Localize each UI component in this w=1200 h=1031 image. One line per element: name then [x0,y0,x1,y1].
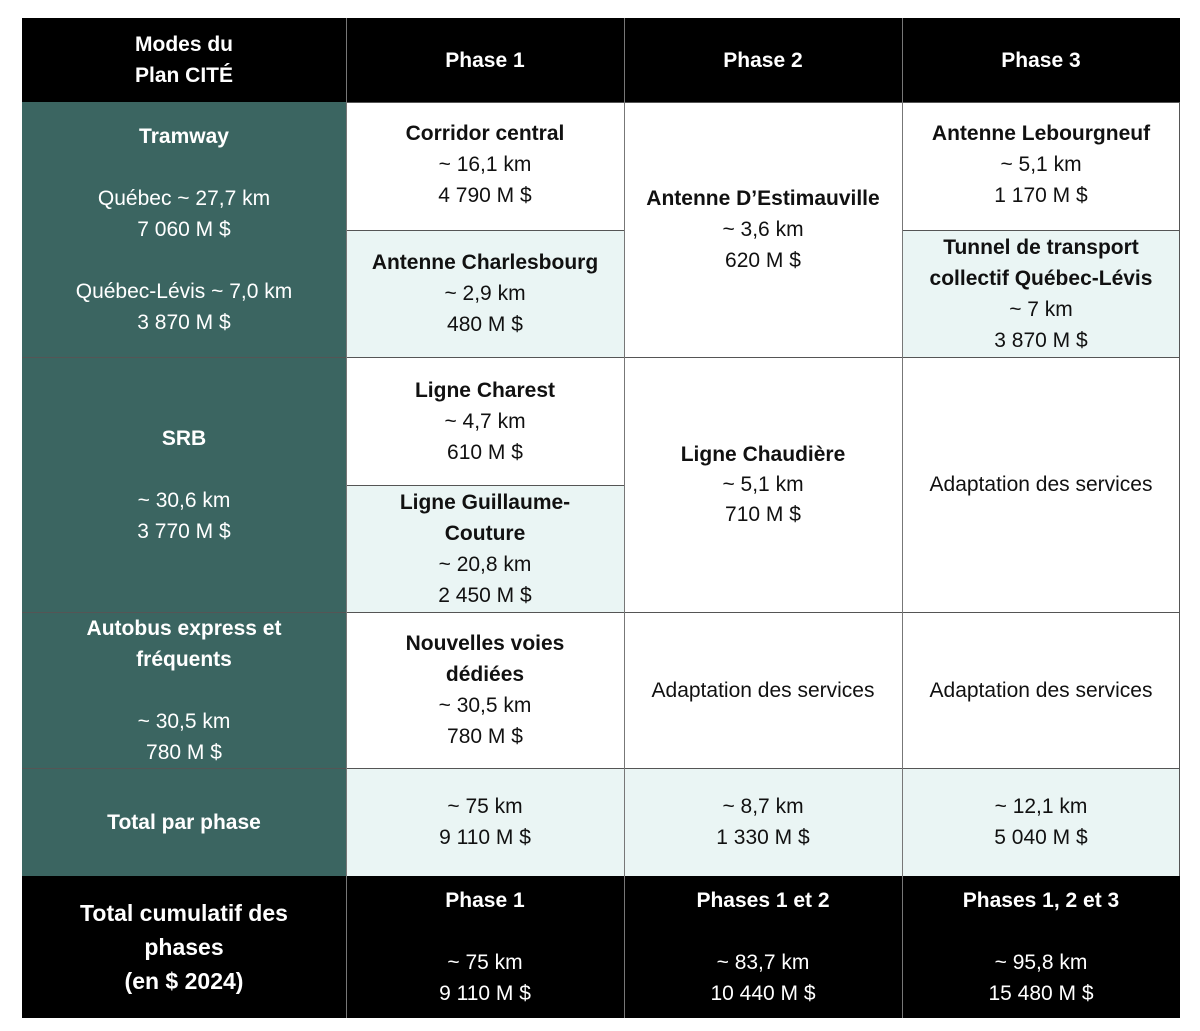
header-phase2-label: Phase 2 [723,48,803,72]
mode-tramway-quebec-cost: 7 060 M $ [137,218,231,241]
segment-name: Antenne D’Estimauville [646,187,880,210]
cumulative-label-cell [22,876,346,1018]
total-phase3-cell [902,768,1180,876]
segment-length: ~ 7 km [1009,297,1073,321]
cumulative-label-line3: (en $ 2024) [124,968,244,994]
segment-name-line1: Ligne Guillaume- [399,490,571,514]
header-phase2 [624,18,902,102]
cumulative-label-line1: Total cumulatif des [80,900,288,926]
segment-cost: 710 M $ [725,502,801,526]
mode-tramway-levis-length: Québec-Lévis ~ 7,0 km [75,280,293,303]
mode-tramway-cell [22,102,346,357]
total-length: ~ 75 km [447,795,523,818]
segment-length: ~ 3,6 km [722,218,804,241]
segment-cost: 3 870 M $ [994,328,1088,352]
cumulative-length: ~ 83,7 km [716,951,810,974]
segment-text: Adaptation des services [929,678,1153,702]
header-phase1 [346,18,624,102]
gridline [346,102,1180,103]
segment-cost: 780 M $ [447,725,523,748]
segment-length: ~ 5,1 km [722,472,804,496]
mode-srb-length: ~ 30,6 km [137,488,231,512]
cumulative-length: ~ 75 km [447,951,523,974]
cumulative-col1-cell [346,876,624,1018]
gridline [346,485,624,486]
segment-cost: 620 M $ [725,249,801,272]
mode-autobus-length: ~ 30,5 km [137,709,231,733]
segment-name-line2: Couture [444,521,526,545]
srb-phase2-ligne-chaudiere [624,357,902,612]
gridline [22,612,1180,613]
total-phase1-cell [346,768,624,876]
gridline [22,357,1180,358]
autobus-phase2-adaptation [624,612,902,768]
segment-name-line2: collectif Québec-Lévis [929,266,1153,290]
header-modes-line2: Plan CITÉ [134,64,234,87]
autobus-phase3-adaptation [902,612,1180,768]
cumulative-title: Phases 1 et 2 [696,889,830,912]
segment-name-line1: Tunnel de transport [943,235,1139,259]
segment-text: Adaptation des services [929,473,1153,496]
cumulative-cost: 9 110 M $ [439,982,531,1005]
header-phase3 [902,18,1180,102]
segment-name: Corridor central [405,122,565,145]
gridline [1179,102,1180,876]
mode-srb-cell [22,357,346,612]
mode-autobus-title-line1: Autobus express et [86,616,282,640]
gridline [346,18,347,1018]
segment-length: ~ 2,9 km [444,282,526,305]
gridline [902,230,1180,231]
mode-autobus-cost: 780 M $ [146,740,222,764]
tramway-phase3-antenne-lebourgneuf [902,102,1180,230]
autobus-phase1-nouvelles-voies [346,612,624,768]
mode-tramway-quebec-length: Québec ~ 27,7 km [97,187,271,210]
tramway-phase2-antenne-destimauville [624,102,902,357]
gridline [624,18,625,1018]
segment-cost: 2 450 M $ [438,583,532,607]
gridline [346,230,624,231]
segment-length: ~ 4,7 km [444,409,526,433]
cumulative-cost: 15 480 M $ [988,982,1094,1005]
mode-srb-cost: 3 770 M $ [137,519,231,543]
segment-name: Antenne Lebourgneuf [931,122,1151,145]
segment-name-line2: dédiées [445,663,525,686]
tramway-phase1-corridor-central [346,102,624,230]
segment-length: ~ 30,5 km [438,694,532,717]
total-cost: 9 110 M $ [439,826,531,849]
mode-tramway-levis-cost: 3 870 M $ [137,311,231,334]
total-phase2-cell [624,768,902,876]
cumulative-col2-cell [624,876,902,1018]
cumulative-title: Phases 1, 2 et 3 [962,889,1120,912]
srb-phase1-ligne-guillaume-couture [346,485,624,612]
tramway-phase1-antenne-charlesbourg [346,230,624,357]
total-cost: 5 040 M $ [994,826,1088,849]
segment-name: Ligne Chaudière [680,442,846,466]
segment-length: ~ 5,1 km [1000,153,1082,176]
srb-phase1-ligne-charest [346,357,624,485]
total-cost: 1 330 M $ [716,826,810,849]
segment-cost: 480 M $ [447,313,523,336]
tramway-phase3-tunnel-quebec-levis [902,230,1180,357]
header-phase1-label: Phase 1 [445,48,525,72]
mode-autobus-title-line2: fréquents [136,647,232,671]
mode-tramway-title: Tramway [139,125,229,148]
gridline [22,768,1180,769]
header-phase3-label: Phase 3 [1001,48,1081,72]
segment-cost: 4 790 M $ [438,184,532,207]
segment-length: ~ 20,8 km [438,552,532,576]
total-length: ~ 12,1 km [994,795,1088,818]
mode-autobus-cell [22,612,346,768]
cumulative-col3-cell [902,876,1180,1018]
header-modes-cell [22,18,346,102]
segment-name-line1: Nouvelles voies [405,632,565,655]
srb-phase3-adaptation [902,357,1180,612]
header-modes-line1: Modes du [135,33,233,56]
cumulative-label-line2: phases [144,934,224,960]
total-phase-label: Total par phase [107,810,261,834]
segment-cost: 1 170 M $ [994,184,1088,207]
segment-length: ~ 16,1 km [438,153,532,176]
segment-text: Adaptation des services [651,678,875,702]
segment-cost: 610 M $ [447,440,523,464]
mode-srb-title: SRB [161,426,207,450]
segment-name: Ligne Charest [414,378,556,402]
cumulative-length: ~ 95,8 km [994,951,1088,974]
cumulative-cost: 10 440 M $ [710,982,816,1005]
total-phase-label-cell [22,768,346,876]
gridline [902,18,903,1018]
cumulative-title: Phase 1 [445,889,525,912]
segment-name: Antenne Charlesbourg [371,251,599,274]
total-length: ~ 8,7 km [722,795,804,818]
